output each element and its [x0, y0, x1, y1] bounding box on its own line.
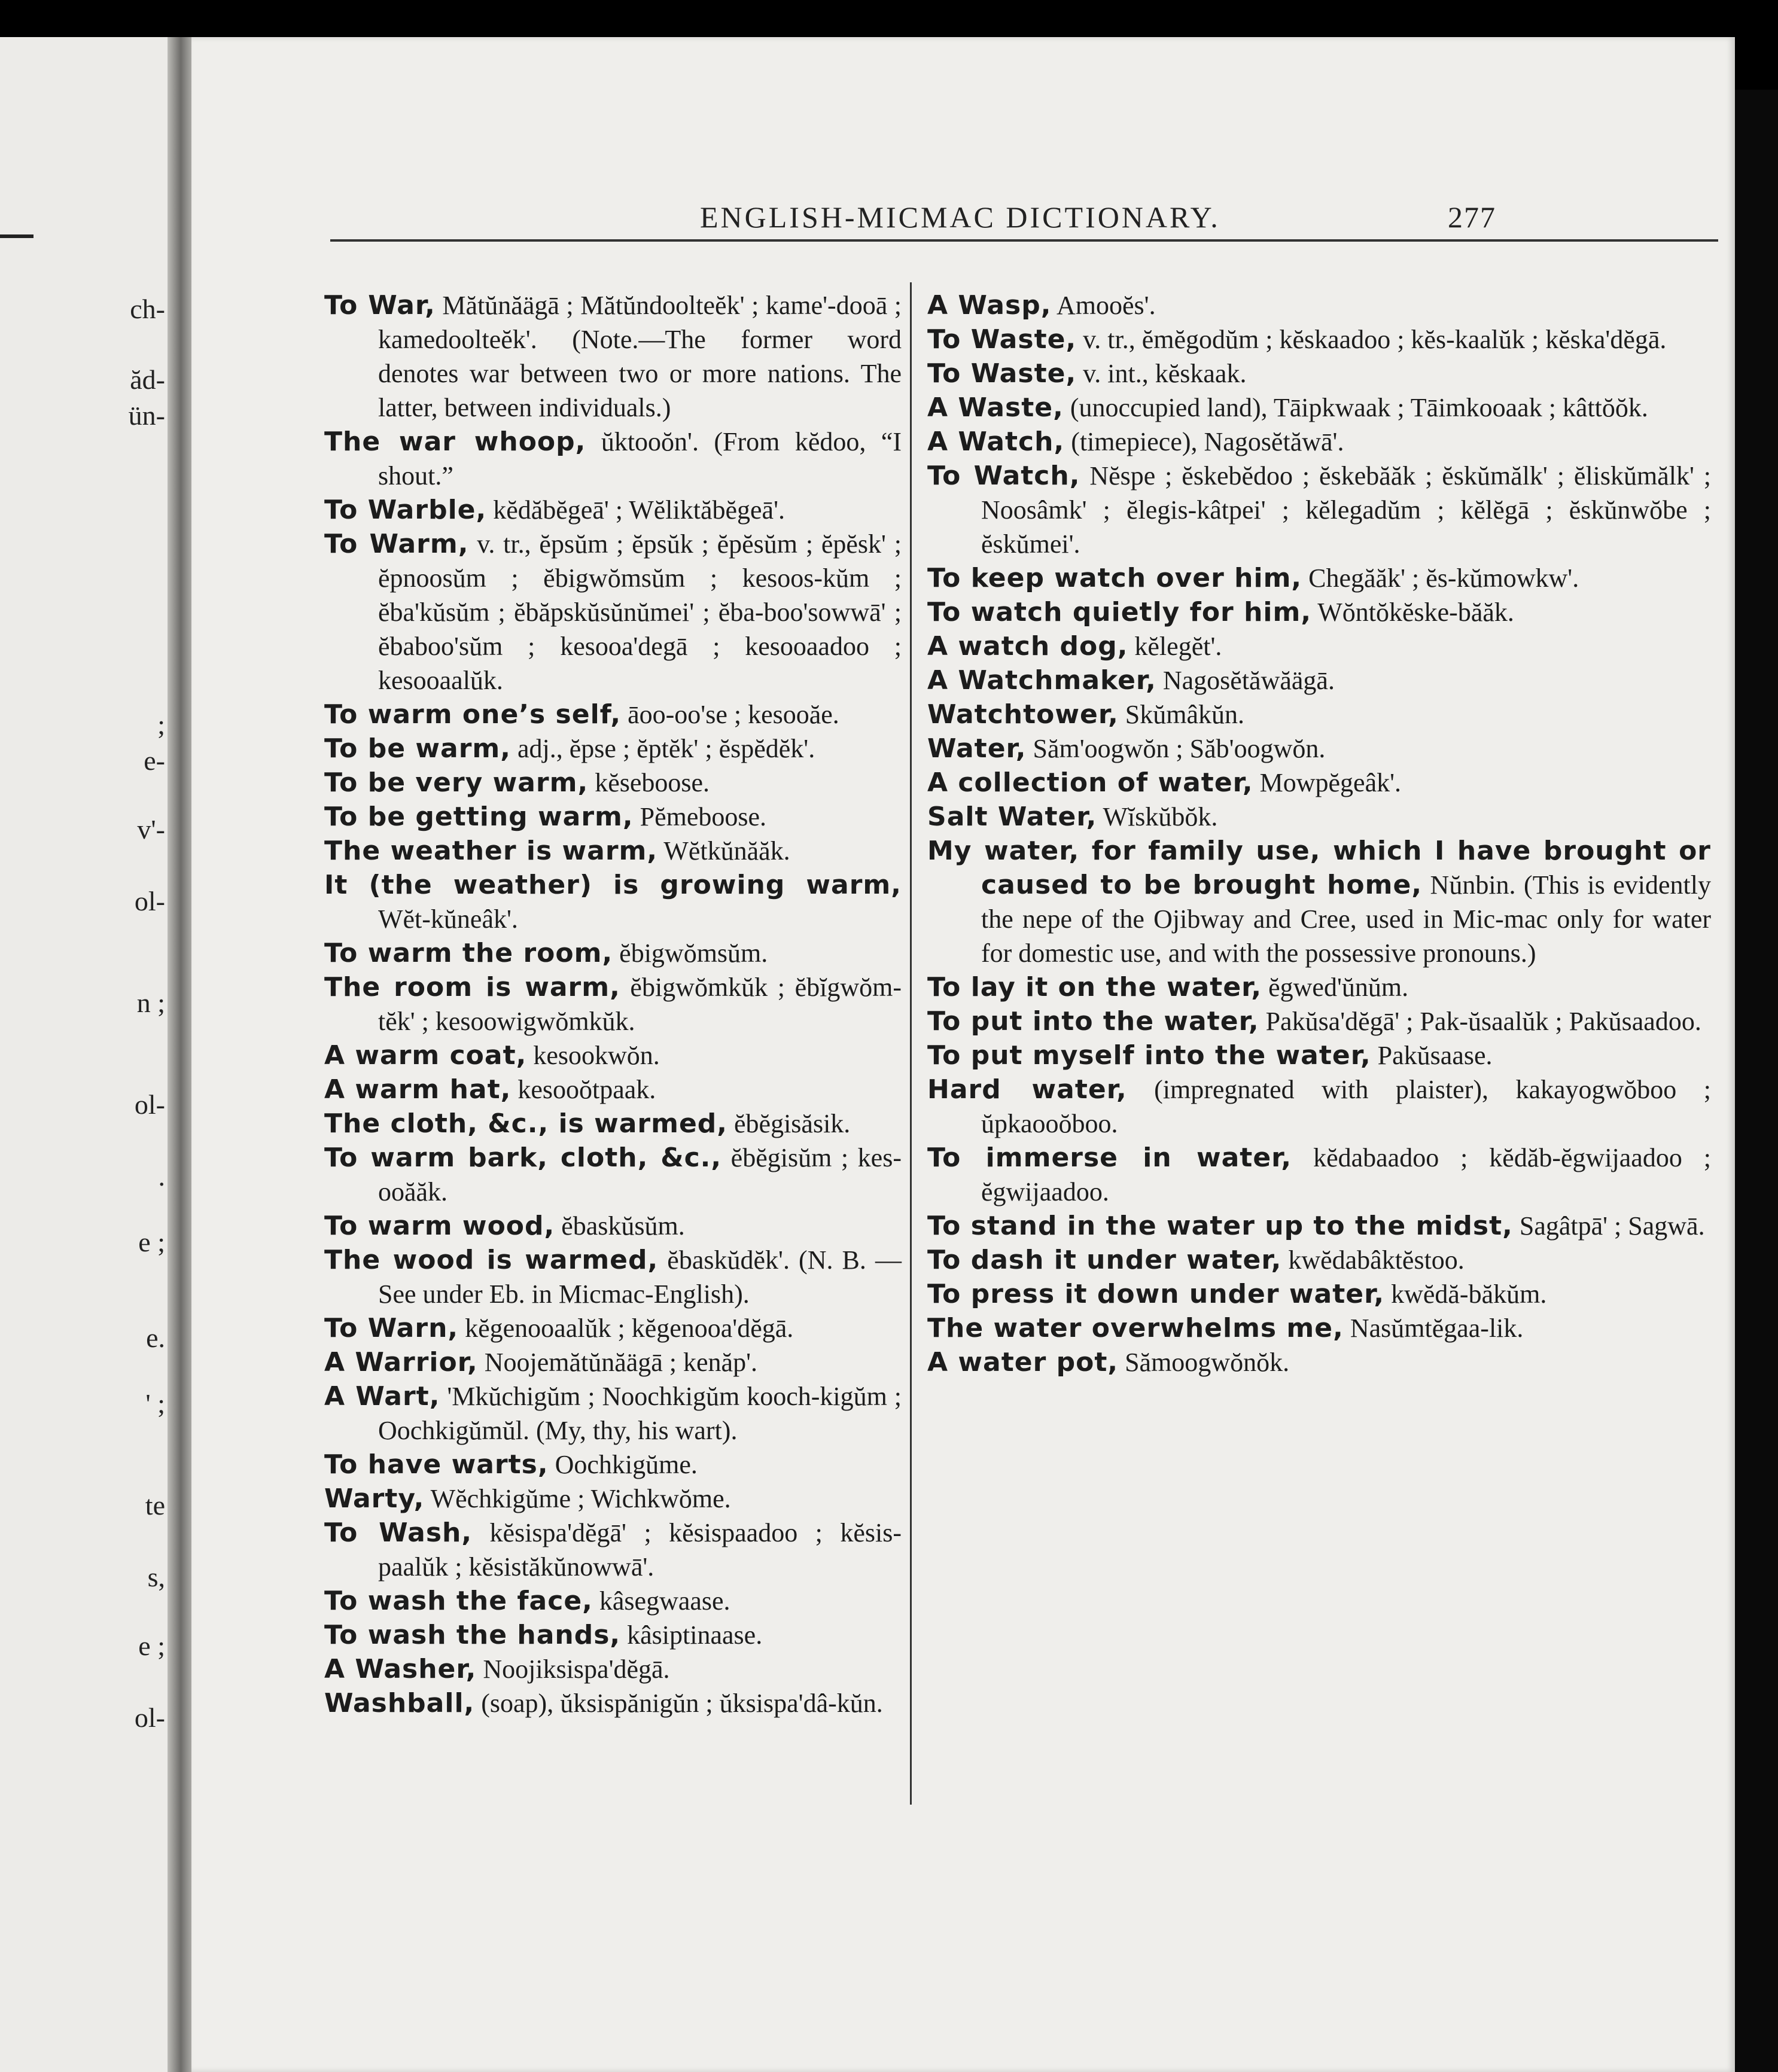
- entry-definition: Pakŭsa'dĕgā' ; Pak-ŭsaalŭk ; Pakŭsaadoo.: [1259, 1007, 1701, 1036]
- entry-headword: To Warm,: [324, 529, 469, 559]
- left-page-fragment: te: [145, 1490, 165, 1521]
- entry-definition: Pakŭsaase.: [1371, 1041, 1493, 1070]
- left-column: [324, 288, 902, 1720]
- entry-definition: ĕgwed'ŭnŭm.: [1262, 973, 1409, 1002]
- dictionary-entry: [324, 800, 902, 834]
- dictionary-entry: [927, 1072, 1711, 1141]
- page-number: 277: [1448, 200, 1496, 234]
- entry-definition: kesooŏtpaak.: [511, 1075, 656, 1104]
- entry-headword: Salt Water,: [927, 802, 1097, 832]
- entry-headword: To warm one’s self,: [324, 699, 622, 730]
- dictionary-entry: [927, 561, 1711, 595]
- entry-headword: To watch quietly for him,: [927, 597, 1312, 627]
- dictionary-entry: [324, 1072, 902, 1107]
- dictionary-entry: [324, 1516, 902, 1584]
- entry-definition: ĕbĕgisŭm ; kes-ooăăk.: [378, 1143, 902, 1206]
- dictionary-entry: [324, 970, 902, 1038]
- left-page-fragment: e ;: [138, 1227, 165, 1257]
- entry-headword: To Waste,: [927, 358, 1077, 389]
- entry-headword: A watch dog,: [927, 631, 1128, 662]
- entry-headword: To War,: [324, 290, 436, 321]
- dictionary-entry: [927, 800, 1711, 834]
- dictionary-entry: [927, 1209, 1711, 1243]
- dictionary-entry: [927, 1311, 1711, 1345]
- entry-headword: To wash the face,: [324, 1586, 593, 1616]
- entry-headword: The weather is warm,: [324, 836, 658, 866]
- entry-definition: Sămoogwŏnŏk.: [1118, 1348, 1290, 1377]
- entry-headword: To be warm,: [324, 733, 511, 764]
- entry-headword: The wood is warmed,: [324, 1245, 659, 1275]
- entry-headword: To lay it on the water,: [927, 972, 1262, 1003]
- entry-headword: To Warble,: [324, 495, 487, 525]
- dictionary-entry: [927, 1277, 1711, 1311]
- dictionary-entry: [324, 1209, 902, 1243]
- entry-definition: 'Mkŭchigŭm ; Noochkigŭm kooch-kigŭm ; Oochkigŭmŭl. (My, thy, his wart).: [378, 1382, 902, 1445]
- entry-definition: adj., ĕpse ; ĕptĕk' ; ĕspĕdĕk'.: [510, 734, 815, 763]
- dictionary-entry: [927, 459, 1711, 561]
- entry-definition: kesookwŏn.: [526, 1041, 660, 1070]
- entry-definition: Amooĕs'.: [1051, 291, 1156, 320]
- running-head-title: ENGLISH-MICMAC DICTIONARY.: [700, 200, 1220, 234]
- dictionary-entry: [324, 834, 902, 868]
- left-page-fragment: ch-: [130, 294, 165, 324]
- entry-definition: v. tr., ĕpsŭm ; ĕpsŭk ; ĕpĕsŭm ; ĕpĕsk' ; ĕpnoosŭm ; ĕbigwŏmsŭm ; kesoos-kŭm ; ĕba'kŭsŭm ; ĕbăpskŭsŭnŭmei' ; ĕba-boo'sowwā' ; ĕbaboo'sŭm ; kesooa'degā ; kesooaadoo ; kesooaalŭk.: [378, 529, 902, 695]
- entry-definition: Wĭskŭbŏk.: [1097, 802, 1218, 831]
- entry-headword: To be very warm,: [324, 767, 589, 798]
- dictionary-entry: [927, 766, 1711, 800]
- dictionary-entry: [927, 288, 1711, 322]
- entry-definition: ŭktooŏn'. (From kĕdoo, “I shout.”: [378, 427, 902, 490]
- entry-headword: Water,: [927, 733, 1027, 764]
- entry-headword: The room is warm,: [324, 972, 620, 1003]
- dictionary-entry: [927, 322, 1711, 356]
- left-page-fragment: s,: [147, 1562, 165, 1592]
- dictionary-entry: [324, 493, 902, 527]
- entry-headword: To warm the room,: [324, 938, 613, 968]
- dictionary-entry: [927, 595, 1711, 629]
- entry-definition: ĕbaskŭsŭm.: [555, 1211, 685, 1241]
- entry-headword: A warm coat,: [324, 1040, 527, 1071]
- entry-definition: ĕbigwŏmsŭm.: [613, 939, 768, 968]
- entry-definition: Noojiksispa'dĕgā.: [476, 1654, 670, 1684]
- dictionary-entry: [927, 970, 1711, 1004]
- entry-headword: To wash the hands,: [324, 1620, 621, 1650]
- entry-headword: To warm wood,: [324, 1211, 555, 1241]
- entry-definition: kĕdabaadoo ; kĕdăb-ĕgwijaadoo ; ĕgwijaadoo.: [981, 1143, 1712, 1206]
- entry-headword: Warty,: [324, 1483, 425, 1514]
- entry-definition: Wĕt-kŭneâk'.: [378, 904, 518, 934]
- entry-headword: A Washer,: [324, 1654, 477, 1684]
- dictionary-entry: [324, 868, 902, 936]
- entry-headword: My water, for family use, which I have brought or caused to be brought home,: [927, 836, 1711, 900]
- left-page-fragment: v'-: [137, 814, 165, 845]
- book-gutter: [168, 37, 191, 2072]
- dictionary-entry: [324, 1618, 902, 1652]
- entry-headword: To warm bark, cloth, &c.,: [324, 1142, 722, 1173]
- entry-headword: To Wash,: [324, 1518, 473, 1548]
- entry-headword: To stand in the water up to the midst,: [927, 1211, 1513, 1241]
- entry-headword: To keep watch over him,: [927, 563, 1302, 593]
- entry-definition: kâsegwaase.: [592, 1586, 730, 1616]
- entry-definition: Sagâtpā' ; Sagwā.: [1512, 1211, 1705, 1241]
- entry-headword: To be getting warm,: [324, 802, 634, 832]
- entry-definition: (impregnated with plaister), kakayogwŏboo ; ŭpkaooŏboo.: [981, 1075, 1711, 1138]
- entry-headword: The war whoop,: [324, 426, 586, 457]
- entry-definition: kĕsispa'dĕgā' ; kĕsispaadoo ; kĕsis-paalŭk ; kĕsistăkŭnowwā'.: [378, 1518, 902, 1582]
- entry-headword: Watchtower,: [927, 699, 1119, 730]
- entry-headword: A Watch,: [927, 426, 1065, 457]
- left-page-fragment: ' ;: [145, 1388, 165, 1419]
- dictionary-page: [191, 37, 1735, 2072]
- dictionary-entry: [324, 697, 902, 732]
- entry-headword: A Watchmaker,: [927, 665, 1156, 696]
- entry-headword: A Wasp,: [927, 290, 1052, 321]
- dictionary-entry: [324, 1345, 902, 1379]
- left-page-fragment: ăd-: [130, 364, 165, 395]
- left-page-fragment: ün-: [128, 400, 165, 431]
- entry-definition: Nasŭmtĕgaa-lik.: [1343, 1314, 1524, 1343]
- dictionary-entry: [927, 697, 1711, 732]
- left-page-fragment: e-: [144, 745, 165, 776]
- entry-definition: v. int., kĕskaak.: [1076, 359, 1247, 388]
- entry-headword: It (the weather) is growing warm,: [324, 870, 902, 900]
- dictionary-entry: [324, 425, 902, 493]
- entry-definition: Pĕmeboose.: [633, 802, 767, 831]
- entry-headword: Hard water,: [927, 1074, 1127, 1105]
- dictionary-entry: [324, 1584, 902, 1618]
- dictionary-entry: [324, 1686, 902, 1720]
- dictionary-entry: [324, 1311, 902, 1345]
- dictionary-entry: [927, 834, 1711, 970]
- entry-definition: kĕgenooaalŭk ; kĕgenooa'dĕgā.: [458, 1314, 794, 1343]
- entry-definition: Nĕspe ; ĕskebĕdoo ; ĕskebăăk ; ĕskŭmălk' ; ĕliskŭmălk' ; Noosâmk' ; ĕlegis-kâtpei' ; kĕlegadŭm ; kĕlĕgā ; ĕskŭnwŏbe ; ĕskŭmei'.: [981, 461, 1711, 559]
- entry-headword: A collection of water,: [927, 767, 1253, 798]
- dictionary-entry: [927, 1345, 1711, 1379]
- dictionary-entry: [927, 356, 1711, 391]
- entry-definition: kâsiptinaase.: [620, 1620, 763, 1650]
- entry-definition: kwĕdabâktĕstoo.: [1281, 1245, 1465, 1275]
- entry-definition: ĕbigwŏmkŭk ; ĕbĭgwŏm-tĕk' ; kesoowigwŏmkŭk.: [378, 973, 902, 1036]
- entry-definition: Mătŭnăägā ; Mătŭndoolteĕk' ; kame'-dooā ; kamedoolteĕk'. (Note.—The former word denotes war between two or more nations. The latter, between individuals.): [378, 291, 902, 422]
- left-page-fragment: ;: [157, 709, 165, 740]
- entry-headword: To Warn,: [324, 1313, 459, 1343]
- dictionary-entry: [927, 732, 1711, 766]
- entry-headword: To press it down under water,: [927, 1279, 1385, 1309]
- entry-headword: To Watch,: [927, 461, 1080, 491]
- entry-definition: Nŭnbin. (This is evidently the nepe of the Ojibway and Cree, used in Mic-mac only for water for domestic use, and with the possessive pronouns.): [981, 870, 1711, 968]
- dictionary-entry: [324, 1652, 902, 1686]
- entry-headword: A Waste,: [927, 392, 1064, 423]
- entry-definition: Mowpĕgeâk'.: [1253, 768, 1402, 797]
- left-page-fragment: ol-: [134, 1089, 165, 1120]
- left-page-rule: [0, 234, 34, 238]
- entry-headword: To Waste,: [927, 324, 1077, 355]
- column-divider: [910, 282, 912, 1805]
- entry-definition: kĕseboose.: [588, 768, 710, 797]
- dictionary-entry: [324, 1243, 902, 1311]
- entry-definition: āoo-oo'se ; kesooăe.: [621, 700, 839, 729]
- dictionary-entry: [324, 1482, 902, 1516]
- dictionary-entry: [324, 1038, 902, 1072]
- entry-definition: Wĕtkŭnăăk.: [657, 836, 790, 866]
- entry-headword: A water pot,: [927, 1347, 1119, 1378]
- left-page-fragment: n ;: [136, 988, 165, 1018]
- dictionary-entry: [324, 936, 902, 970]
- dictionary-entry: [324, 288, 902, 425]
- entry-headword: The water overwhelms me,: [927, 1313, 1344, 1343]
- entry-headword: To dash it under water,: [927, 1245, 1282, 1275]
- dictionary-entry: [927, 1243, 1711, 1277]
- dictionary-entry: [927, 663, 1711, 697]
- entry-headword: A Wart,: [324, 1381, 440, 1412]
- dictionary-entry: [324, 1448, 902, 1482]
- entry-definition: Skŭmâkŭn.: [1118, 700, 1245, 729]
- dictionary-entry: [324, 1107, 902, 1141]
- dictionary-entry: [927, 391, 1711, 425]
- entry-definition: Wĕchkigŭme ; Wichkwŏme.: [424, 1484, 731, 1513]
- entry-definition: Nagosĕtăwăägā.: [1156, 666, 1335, 695]
- entry-definition: v. tr., ĕmĕgodŭm ; kĕskaadoo ; kĕs-kaalŭk ; kĕska'dĕgā.: [1076, 325, 1667, 354]
- dictionary-entry: [927, 1004, 1711, 1038]
- entry-headword: To put myself into the water,: [927, 1040, 1371, 1071]
- right-column: [927, 288, 1711, 1379]
- scan-border: [1735, 90, 1778, 2072]
- entry-definition: kwĕdă-băkŭm.: [1384, 1279, 1547, 1309]
- entry-definition: (timepiece), Nagosĕtăwā'.: [1064, 427, 1344, 456]
- header-rule: [330, 239, 1718, 242]
- dictionary-entry: [324, 1379, 902, 1448]
- entry-definition: Oochkigŭme.: [548, 1450, 698, 1479]
- dictionary-entry: [927, 629, 1711, 663]
- entry-headword: A warm hat,: [324, 1074, 512, 1105]
- entry-headword: To have warts,: [324, 1449, 549, 1480]
- left-page-fragment: ol-: [134, 1702, 165, 1733]
- entry-definition: Chegăăk' ; ĕs-kŭmowkw'.: [1302, 563, 1579, 593]
- entry-definition: (unoccupied land), Tāipkwaak ; Tāimkooaak ; kâttŏŏk.: [1063, 393, 1648, 422]
- left-facing-page: [0, 37, 168, 2072]
- dictionary-entry: [927, 1038, 1711, 1072]
- entry-definition: Săm'oogwŏn ; Săb'oogwŏn.: [1026, 734, 1326, 763]
- dictionary-entry: [927, 1141, 1711, 1209]
- dictionary-entry: [324, 1141, 902, 1209]
- entry-headword: Washball,: [324, 1688, 475, 1718]
- entry-definition: ĕbĕgisăsik.: [727, 1109, 851, 1138]
- entry-headword: To put into the water,: [927, 1006, 1259, 1037]
- dictionary-entry: [927, 425, 1711, 459]
- left-page-fragment: ol-: [134, 886, 165, 916]
- left-page-fragment: e.: [146, 1323, 165, 1353]
- entry-definition: kĕlegĕt'.: [1128, 632, 1222, 661]
- dictionary-entry: [324, 527, 902, 697]
- dictionary-entry: [324, 732, 902, 766]
- entry-headword: The cloth, &c., is warmed,: [324, 1108, 728, 1139]
- entry-definition: ĕbaskŭdĕk'. (N. B. —See under Eb. in Micmac-English).: [378, 1245, 902, 1309]
- left-page-fragment: .: [158, 1161, 165, 1192]
- entry-definition: Wŏntŏkĕske-băăk.: [1311, 598, 1514, 627]
- entry-headword: To immerse in water,: [927, 1142, 1292, 1173]
- entry-definition: (soap), ŭksispănigŭn ; ŭksispa'dâ-kŭn.: [474, 1689, 883, 1718]
- entry-headword: A Warrior,: [324, 1347, 478, 1378]
- entry-definition: Noojemătŭnăägā ; kenăp'.: [477, 1348, 757, 1377]
- entry-definition: kĕdăbĕgeā' ; Wĕliktăbĕgeā'.: [486, 495, 785, 525]
- dictionary-entry: [324, 766, 902, 800]
- left-page-fragment: e ;: [138, 1631, 165, 1661]
